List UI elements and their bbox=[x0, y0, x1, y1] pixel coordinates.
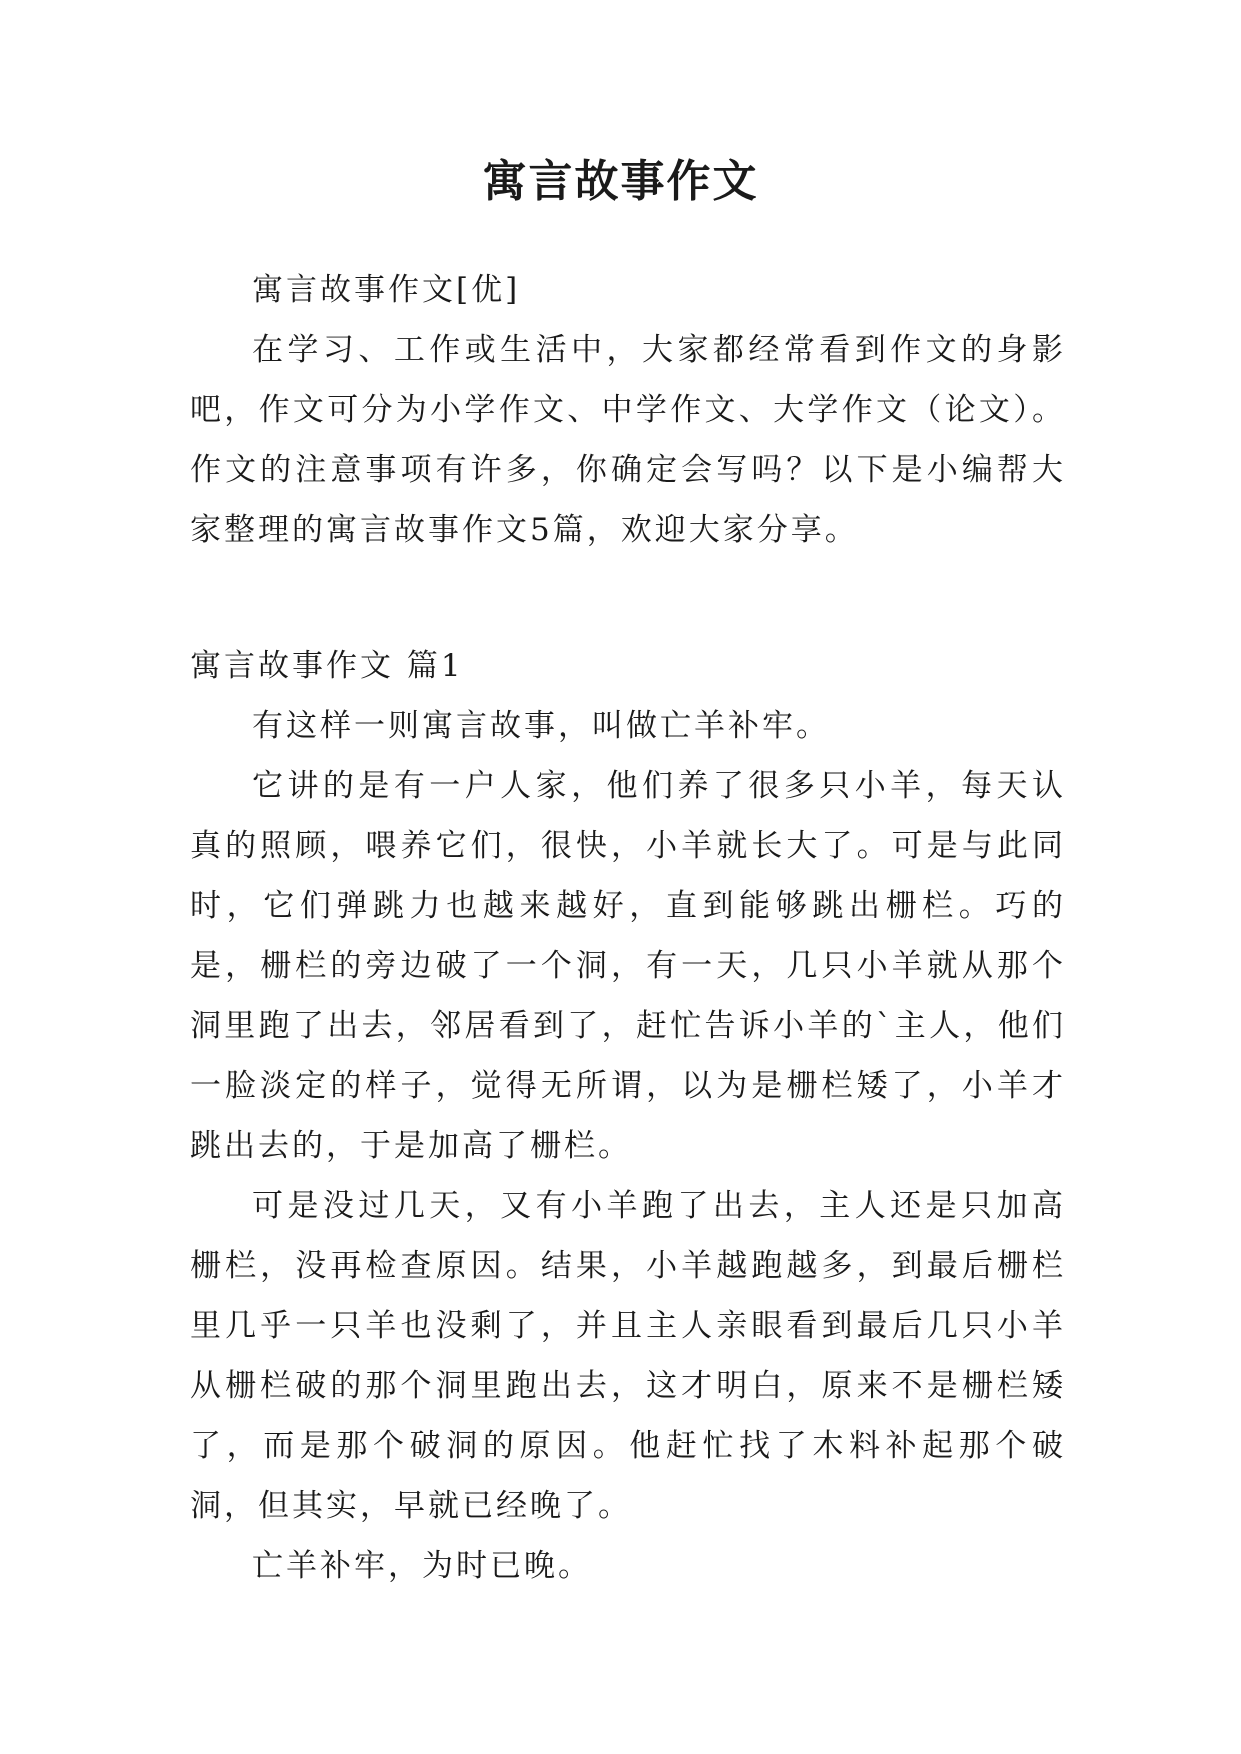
essay-paragraph: 可是没过几天，又有小羊跑了出去，主人还是只加高栅栏，没再检查原因。结果，小羊越跑越多，到最后栅栏里几乎一只羊也没剩了，并且主人亲眼看到最后几只小羊从栅栏破的那个洞里跑出去，这才明白，原来不是栅栏矮了，而是那个破洞的原因。他赶忙找了木料补起那个破洞，但其实，早就已经晚了。 bbox=[190, 1188, 1066, 1524]
intro-heading: 寓言故事作文[优] bbox=[252, 272, 521, 308]
intro-block bbox=[190, 260, 1066, 560]
essay-paragraph: 亡羊补牢，为时已晚。 bbox=[252, 1548, 592, 1584]
intro-paragraph: 在学习、工作或生活中，大家都经常看到作文的身影吧，作文可分为小学作文、中学作文、大学作文（论文）。作文的注意事项有许多，你确定会写吗？以下是小编帮大家整理的寓言故事作文5篇，欢迎大家分享。 bbox=[190, 332, 1066, 548]
document-title: 寓言故事作文 bbox=[482, 156, 759, 207]
essay-paragraph: 有这样一则寓言故事，叫做亡羊补牢。 bbox=[252, 708, 830, 744]
essay-paragraph: 它讲的是有一户人家，他们养了很多只小羊，每天认真的照顾，喂养它们，很快，小羊就长大了。可是与此同时，它们弹跳力也越来越好，直到能够跳出栅栏。巧的是，栅栏的旁边破了一个洞，有一天，几只小羊就从那个洞里跑了出去，邻居看到了，赶忙告诉小羊的`主人，他们一脸淡定的样子，觉得无所谓，以为是栅栏矮了，小羊才跳出去的，于是加高了栅栏。 bbox=[190, 768, 1066, 1164]
section-heading: 寓言故事作文 篇1 bbox=[190, 648, 464, 684]
essay-section-1 bbox=[190, 636, 1066, 1596]
